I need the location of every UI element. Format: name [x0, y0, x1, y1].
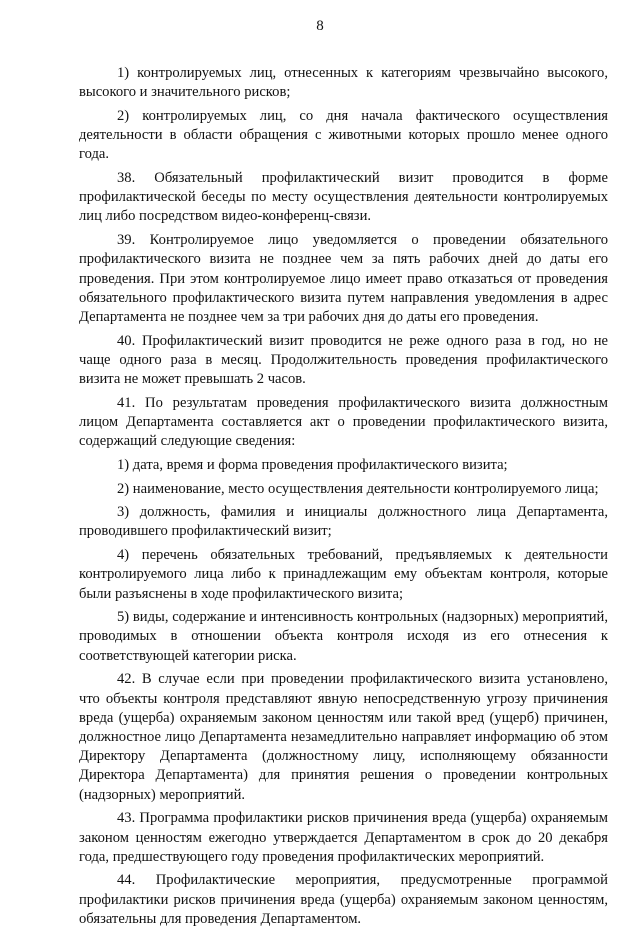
paragraph-42: 42. В случае если при проведении профилактического визита установлено, что объекты контроля представляют явную непосредственную угрозу причинения вреда (ущерба) охраняемым законом ценностям или такой вред (ущерб) причинен, должностное лицо Департамента незамедлительно направляет информацию об этом Директору Департамента (должностному лицу, исполняющему обязанности Директора Департамента) для принятия решения о проведении контрольных (надзорных) мероприятий.	[79, 671, 608, 803]
paragraph-item-2: 2) контролируемых лиц, со дня начала фактического осуществления деятельности в области обращения с животными которых прошло менее одного года.	[79, 107, 608, 163]
paragraph-40: 40. Профилактический визит проводится не реже одного раза в год, но не чаще одного раза в месяц. Продолжительность проведения профилактического визита не может превышать 2 часов.	[79, 332, 608, 388]
paragraph-41: 41. По результатам проведения профилактического визита должностным лицом Департамента составляется акт о проведении профилактического визита, содержащий следующие сведения:	[79, 394, 608, 450]
paragraph-43: 43. Программа профилактики рисков причинения вреда (ущерба) охраняемым законом ценностям ежегодно утверждается Департаментом в срок до 20 декабря года, предшествующего году проведения профилактических мероприятий.	[79, 810, 608, 865]
paragraph-41-item-1: 1) дата, время и форма проведения профилактического визита;	[117, 456, 508, 473]
paragraph-item-1: 1) контролируемых лиц, отнесенных к категориям чрезвычайно высокого, высокого и значительного рисков;	[79, 65, 608, 101]
paragraph-44: 44. Профилактические мероприятия, предусмотренные программой профилактики рисков причинения вреда (ущерба) охраняемым законом ценностям, обязательны для проведения Департаментом.	[79, 872, 608, 927]
page-number: 8	[316, 18, 324, 34]
paragraph-39: 39. Контролируемое лицо уведомляется о проведении обязательного профилактического визита не позднее чем за пять рабочих дней до даты его проведения. При этом контролируемое лицо имеет право отказаться от проведения обязательного профилактического визита путем направления уведомления в адрес Департамента не позднее чем за три рабочих дня до даты его проведения.	[79, 232, 608, 325]
paragraph-38: 38. Обязательный профилактический визит проводится в форме профилактической беседы по месту осуществления деятельности контролируемых лиц либо посредством видео-конференц-связи.	[79, 170, 608, 225]
paragraph-41-item-3: 3) должность, фамилия и инициалы должностного лица Департамента, проводившего профилактический визит;	[79, 504, 608, 540]
paragraph-41-item-4: 4) перечень обязательных требований, предъявляемых к деятельности контролируемого лица либо к принадлежащим ему объектам контроля, которые были разъяснены в ходе профилактического визита;	[79, 547, 608, 602]
document-body	[79, 64, 608, 934]
paragraph-41-item-5: 5) виды, содержание и интенсивность контрольных (надзорных) мероприятий, проводимых в отношении объекта контроля исходя из его отнесения к соответствующей категории риска.	[79, 609, 608, 664]
paragraph-41-item-2: 2) наименование, место осуществления деятельности контролируемого лица;	[117, 480, 599, 497]
